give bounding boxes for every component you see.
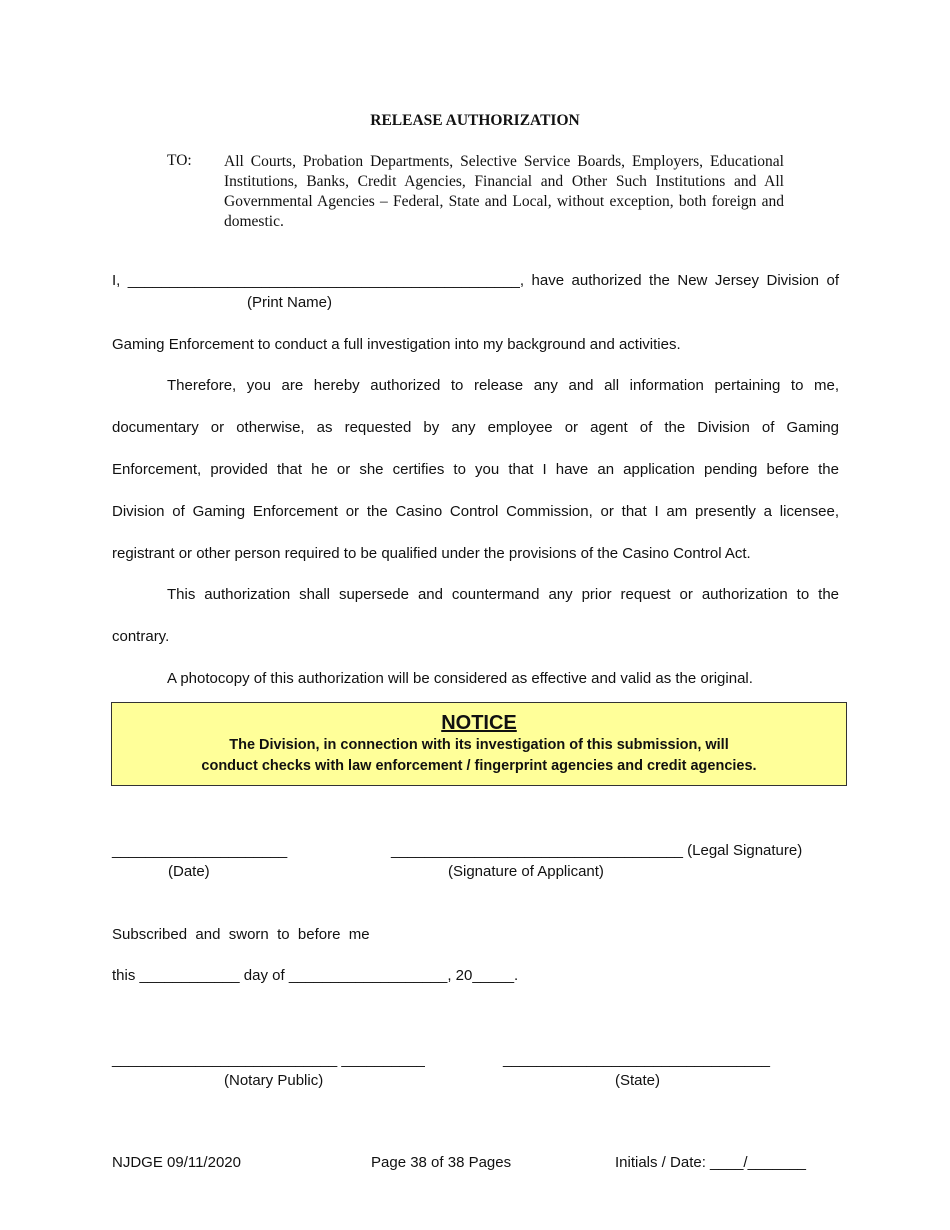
footer-page-number: Page 38 of 38 Pages [371,1154,512,1171]
sworn-line-2: this ____________ day of ___________________, 20_____. [112,967,519,984]
sworn-line-1: Subscribed and sworn to before me [112,926,370,943]
signature-caption: (Signature of Applicant) [448,863,604,880]
release-line-5: registrant or other person required to be qualified under the provisions of the Casino Control Act. [112,545,751,562]
notice-box [111,702,847,786]
date-caption: (Date) [168,863,210,880]
date-line: _____________________ [112,842,288,859]
footer-form-id: NJDGE 09/11/2020 [112,1154,241,1171]
authorization-line-2: Gaming Enforcement to conduct a full investigation into my background and activities. [112,336,681,353]
release-line-4: Division of Gaming Enforcement or the Casino Control Commission, or that I am presently a licensee, [112,503,839,520]
signature-line: ___________________________________ (Legal Signature) [391,842,803,859]
authorization-line-1: I, _______________________________________________, have authorized the New Jersey Division of [112,272,839,289]
state-caption: (State) [615,1072,661,1089]
release-line-3: Enforcement, provided that he or she certifies to you that I have an application pending before the [112,461,839,478]
notice-heading: NOTICE [441,712,517,734]
supersede-line-2: contrary. [112,628,170,645]
addressee-text: All Courts, Probation Departments, Selective Service Boards, Employers, Educational Institutions, Banks, Credit Agencies, Financial and Other Such Institutions and All Governmental Agencies – Federal, State and Local, without exception, both foreign and domestic. [224,153,784,230]
notice-line-1: The Division, in connection with its investigation of this submission, will [229,737,729,753]
supersede-line-1: This authorization shall supersede and countermand any prior request or authorization to the [167,586,839,603]
release-line-2: documentary or otherwise, as requested by any employee or agent of the Division of Gaming [112,419,839,436]
state-line: ________________________________ [503,1051,770,1068]
notary-line: ___________________________ __________ [112,1051,425,1068]
addressee-label: TO: [167,152,192,169]
footer-initials-date: Initials / Date: ____/_______ [615,1154,806,1171]
notice-line-2: conduct checks with law enforcement / fingerprint agencies and credit agencies. [201,758,757,774]
print-name-caption: (Print Name) [247,294,333,311]
photocopy-paragraph: A photocopy of this authorization will be considered as effective and valid as the original. [167,670,753,687]
notary-caption: (Notary Public) [224,1072,324,1089]
release-line-1: Therefore, you are hereby authorized to release any and all information pertaining to me, [167,377,839,394]
page-title: RELEASE AUTHORIZATION [370,112,580,129]
